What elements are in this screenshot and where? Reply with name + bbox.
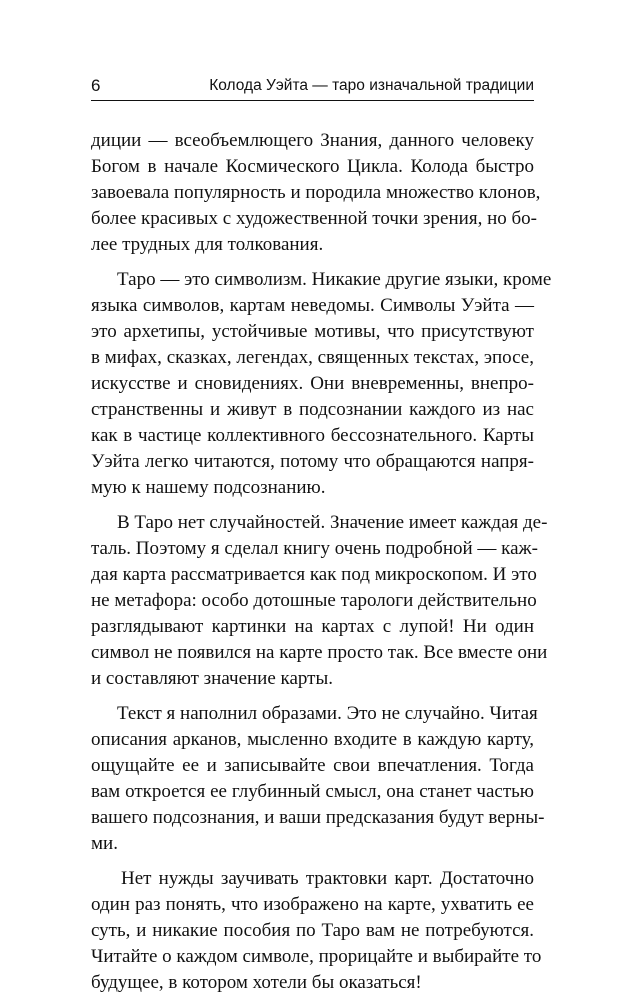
text-line: в мифах, сказках, легендах, священных текстах, эпосе, [91, 347, 534, 368]
body-text [91, 128, 552, 1005]
text-line: Богом в начале Космического Цикла. Колода быстро [91, 156, 534, 177]
text-line: ми. [91, 833, 118, 854]
text-line: таль. Поэтому я сделал книгу очень подробной — каж- [91, 538, 539, 559]
paragraph-3 [91, 510, 548, 692]
text-line: будущее, в котором хотели бы оказаться! [91, 972, 422, 993]
paragraph-1 [91, 128, 541, 258]
paragraph-5 [91, 866, 542, 996]
text-line: символ не появился на карте просто так. Все вместе они [91, 642, 548, 663]
text-line: и составляют значение карты. [91, 668, 333, 689]
text-line: как в частице коллективного бессознательного. Карты [91, 425, 534, 446]
text-line: вашего подсознания, и ваши предсказания будут верны- [91, 807, 545, 828]
text-line: Текст я наполнил образами. Это не случайно. Читая [117, 703, 538, 724]
page-header [91, 76, 534, 101]
text-line: странственны и живут в подсознании каждого из нас [91, 399, 534, 420]
text-line: один раз понять, что изображено на карте, ухватить ее [91, 894, 534, 915]
text-line: не метафора: особо дотошные тарологи действительно [91, 590, 537, 611]
text-line: разглядывают картинки на картах с лупой! Ни один [91, 616, 534, 637]
text-line: языка символов, картам неведомы. Символы Уэйта — [91, 295, 534, 316]
text-line: Нет нужды заучивать трактовки карт. Достаточно [121, 868, 534, 889]
paragraph-4 [91, 701, 545, 857]
text-line: это архетипы, устойчивые мотивы, что присутствуют [91, 321, 534, 342]
text-line: ощущайте ее и записывайте свои впечатления. Тогда [91, 755, 534, 776]
text-line: дая карта рассматривается как под микроскопом. И это [91, 564, 537, 585]
text-line: лее трудных для толкования. [91, 234, 324, 255]
paragraph-2 [91, 267, 552, 501]
text-line: Читайте о каждом символе, прорицайте и выбирайте то [91, 946, 542, 967]
text-line: мую к нашему подсознанию. [91, 477, 326, 498]
text-line: Таро — это символизм. Никакие другие языки, кроме [117, 269, 552, 290]
text-line: завоевала популярность и породила множество клонов, [91, 182, 541, 203]
text-line: суть, и никакие пособия по Таро вам не потребуются. [91, 920, 534, 941]
running-title: Колода Уэйта — таро изначальной традиции [209, 77, 534, 94]
text-line: диции — всеобъемлющего Знания, данного человеку [91, 130, 534, 151]
text-line: более красивых с художественной точки зрения, но бо- [91, 208, 537, 229]
text-line: описания арканов, мысленно входите в каждую карту, [91, 729, 534, 750]
text-line: вам откроется ее глубинный смысл, она станет частью [91, 781, 534, 802]
text-line: искусстве и сновидениях. Они вневременны, внепро- [91, 373, 534, 394]
text-line: Уэйта легко читаются, потому что обращаются напря- [91, 451, 534, 472]
text-line: В Таро нет случайностей. Значение имеет каждая де- [117, 512, 548, 533]
page-number: 6 [91, 76, 101, 95]
